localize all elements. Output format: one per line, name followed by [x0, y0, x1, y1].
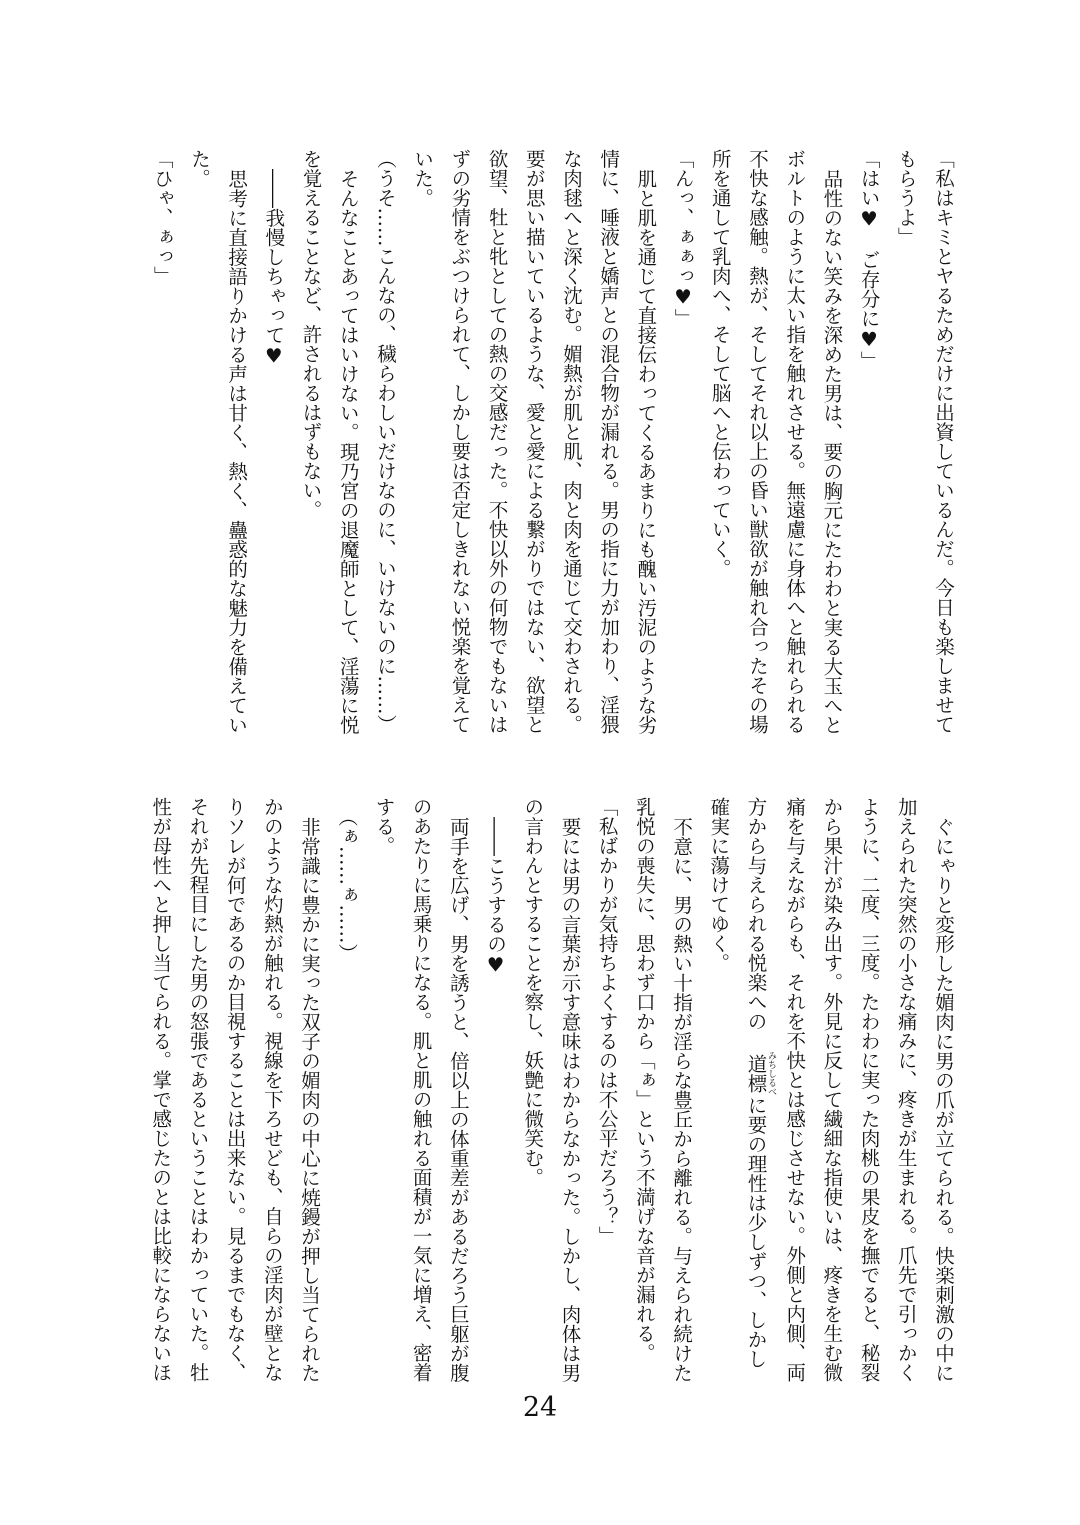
paragraph: 要には男の言葉が示す意味はわからなかった。しかし、肉体は男の言わんとすることを察し、妖艶に微笑む。	[521, 797, 582, 1382]
paragraph: 「はい♥ ご存分に♥」	[857, 149, 881, 371]
ruby-annotation: 道標みちしるべ	[744, 1050, 776, 1096]
paragraph: 肌と肌を通じて直接伝わってくるあまりにも醜い汚泥のような劣情に、唾液と嬌声との混合物が漏れる。男の指に力が加わり、淫猥な肉毬へと深く沈む。媚熱が肌と肌、肉と肉を通じて交わされる。要が思い描いているような、愛と愛による繋がりではない、欲望と欲望、牡と牝としての熱の交感だった。不快以外の何物でもないはずの劣情をぶつけられて、しかし要は否定しきれない悦楽を覚えていた。	[411, 149, 658, 734]
heart-icon: ♥	[262, 344, 286, 367]
text-block-bottom	[142, 797, 962, 1385]
paragraph: ――こうするの♥	[484, 816, 508, 976]
heart-icon: ♥	[484, 953, 508, 976]
paragraph: 品性のない笑みを深めた男は、要の胸元にたわわと実る大玉へとボルトのように太い指を触れさせる。無遠慮に身体へと触れられる不快な感触。熱が、そしてそれ以上の昏い獣欲が触れ合ったその場所を通して乳肉へ、そして脳へと伝わっていく。	[708, 149, 844, 734]
paragraph: 「私ばかりが気持ちよくするのは不公平だろう？」	[595, 797, 619, 1246]
paragraph: 両手を広げ、男を誘うと、倍以上の体重差があるだろう巨躯が腹のあたりに馬乗りになる。肌と肌の触れる面積が一気に増え、密着する。	[372, 797, 470, 1382]
paragraph: 「私はキミとヤるためだけに出資しているんだ。今日も楽しませてもらうよ」	[894, 149, 955, 734]
paragraph: ぐにゃりと変形した媚肉に男の爪が立てられる。快楽刺激の中に加えられた突然の小さな痛みに、疼きが生まれる。爪先で引っかくように、二度、三度。たわわに実った肉桃の果皮を撫でると、秘裂から果汁が染み出す。外見に反して繊細な指使いは、疼きを生む微痛を与えながらも、それを不快とは感じさせない。外側と内側、両方から与えられる悦楽への道標みちしるべに要の理性は少しずつ、しかし確実に蕩けてゆく。	[707, 797, 955, 1382]
paragraph: 思考に直接語りかける声は甘く、熱く、蠱惑的な魅力を備えていた。	[187, 149, 249, 734]
paragraph: 不意に、男の熱い十指が淫らな豊丘から離れる。与えられ続けた乳悦の喪失に、思わず口から「ぁ」という不満げな音が漏れる。	[632, 797, 694, 1382]
paragraph: ――我慢しちゃって♥	[262, 168, 286, 367]
paragraph: （ぁ……ぁ……）	[335, 807, 359, 963]
text-block-top	[144, 149, 962, 737]
paragraph: 非常識に豊かに実った双子の媚肉の中心に焼鏝が押し当てられたかのような灼熱が触れる。視線を下ろせども、自らの淫肉が壁となりソレが何であるのか目視することは出来ない。見るまでもなく、それが先程目にした男の怒張であるということはわかっていた。牡性が母性へと押し当てられる。掌で感じたのとは比較にならないほ	[149, 797, 322, 1382]
heart-icon: ♥	[671, 285, 695, 309]
paragraph: （うそ……こんなの、穢らわしいだけなのに、いけないのに……）	[373, 149, 397, 734]
paragraph: 「ひゃ、ぁっ」	[150, 149, 174, 286]
heart-icon: ♥	[857, 207, 881, 231]
paragraph: そんなことあってはいけない。現乃宮の退魔師として、淫蕩に悦を覚えることなど、許されるはずもない。	[299, 149, 360, 734]
page-number: 24	[522, 1392, 558, 1423]
heart-icon: ♥	[857, 328, 881, 351]
paragraph: 「んっ、ぁぁっ♥」	[671, 149, 695, 328]
